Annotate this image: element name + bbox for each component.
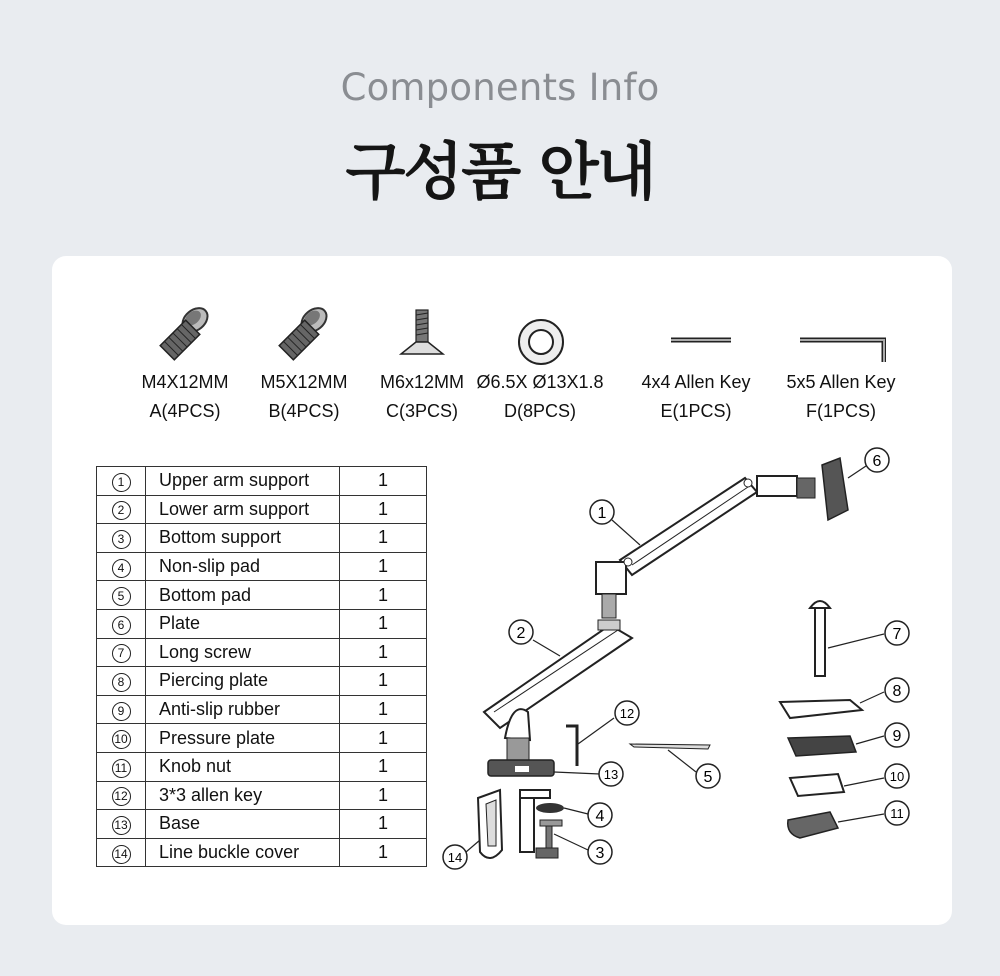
part-number-circle: 3 [112, 530, 131, 549]
svg-text:2: 2 [516, 625, 526, 642]
part-number-circle: 10 [112, 730, 131, 749]
callout-1 [590, 500, 614, 524]
hardware-size: 5x5 Allen Key [786, 372, 896, 392]
callout-10 [885, 764, 909, 788]
pressure-plate-drawing [790, 774, 844, 796]
part-name: 3*3 allen key [146, 781, 340, 810]
callout-2 [509, 620, 533, 644]
part-name: Pressure plate [146, 724, 340, 753]
hardware-qty: D(8PCS) [503, 401, 576, 421]
hardware-qty: B(4PCS) [268, 401, 340, 421]
part-name: Base [146, 810, 340, 839]
part-name: Piercing plate [146, 667, 340, 696]
part-qty: 1 [340, 495, 427, 524]
hardware-qty: A(4PCS) [149, 401, 221, 421]
part-qty: 1 [340, 781, 427, 810]
part-qty: 1 [340, 810, 427, 839]
part-number-circle: 7 [112, 644, 131, 663]
hardware-size: Ø6.5X Ø13X1.8 [476, 372, 604, 392]
callout-14 [443, 845, 467, 869]
svg-text:11: 11 [890, 806, 904, 821]
base-drawing [488, 760, 554, 776]
callout-11 [885, 801, 909, 825]
page-title: 구성품 안내 [345, 135, 655, 208]
part-qty: 1 [340, 695, 427, 724]
part-qty: 1 [340, 552, 427, 581]
svg-text:5: 5 [703, 769, 713, 786]
part-name: Anti-slip rubber [146, 695, 340, 724]
svg-text:1: 1 [597, 505, 607, 522]
callout-13 [599, 762, 623, 786]
svg-text:3: 3 [595, 845, 605, 862]
upper-arm-drawing [596, 458, 848, 618]
part-name: Bottom support [146, 524, 340, 553]
part-qty: 1 [340, 667, 427, 696]
bottom-pad-drawing [630, 744, 710, 749]
part-number-circle: 8 [112, 673, 131, 692]
part-name: Line buckle cover [146, 838, 340, 867]
small-allen-key-drawing [566, 726, 577, 766]
hardware-qty: C(3PCS) [385, 401, 458, 421]
anti-slip-rubber-drawing [788, 736, 856, 756]
part-qty: 1 [340, 752, 427, 781]
page-subtitle: Components Info [340, 66, 660, 109]
hardware-size: M6x12MM [379, 372, 464, 392]
part-number-circle: 6 [112, 616, 131, 635]
svg-text:12: 12 [619, 706, 635, 721]
part-name: Upper arm support [146, 467, 340, 496]
part-name: Lower arm support [146, 495, 340, 524]
callout-7 [885, 621, 909, 645]
svg-text:10: 10 [889, 769, 905, 784]
svg-text:14: 14 [447, 850, 463, 865]
part-qty: 1 [340, 467, 427, 496]
callout-9 [885, 723, 909, 747]
part-number-circle: 12 [112, 787, 131, 806]
line-buckle-cover-drawing [478, 790, 502, 858]
part-qty: 1 [340, 638, 427, 667]
part-number-circle: 14 [112, 845, 131, 864]
knob-nut-drawing [788, 812, 838, 838]
part-qty: 1 [340, 838, 427, 867]
part-number-circle: 4 [112, 559, 131, 578]
part-qty: 1 [340, 581, 427, 610]
hardware-size: 4x4 Allen Key [641, 372, 751, 392]
hardware-size: M4X12MM [141, 372, 229, 392]
long-screw-drawing [810, 601, 830, 676]
callout-12 [615, 701, 639, 725]
callout-8 [885, 678, 909, 702]
callout-5 [696, 764, 720, 788]
callout-4 [588, 803, 612, 827]
part-number-circle: 9 [112, 702, 131, 721]
part-name: Bottom pad [146, 581, 340, 610]
hardware-qty: F(1PCS) [805, 401, 876, 421]
part-qty: 1 [340, 724, 427, 753]
svg-text:13: 13 [603, 767, 619, 782]
lower-arm-drawing [484, 620, 635, 760]
piercing-plate-drawing [780, 700, 862, 718]
svg-text:6: 6 [872, 453, 882, 470]
part-qty: 1 [340, 609, 427, 638]
hardware-qty: E(1PCS) [660, 401, 732, 421]
svg-text:7: 7 [892, 626, 902, 643]
part-number-circle: 11 [112, 759, 131, 778]
part-number-circle: 1 [112, 473, 131, 492]
svg-text:9: 9 [892, 728, 902, 745]
part-name: Knob nut [146, 752, 340, 781]
part-number-circle: 5 [112, 587, 131, 606]
part-name: Plate [146, 609, 340, 638]
part-name: Long screw [146, 638, 340, 667]
part-number-circle: 2 [112, 501, 131, 520]
part-name: Non-slip pad [146, 552, 340, 581]
svg-text:4: 4 [595, 808, 605, 825]
part-qty: 1 [340, 524, 427, 553]
callout-6 [865, 448, 889, 472]
callout-3 [588, 840, 612, 864]
clamp-drawing [520, 790, 564, 858]
hardware-size: M5X12MM [260, 372, 348, 392]
svg-text:8: 8 [892, 683, 902, 700]
part-number-circle: 13 [112, 816, 131, 835]
